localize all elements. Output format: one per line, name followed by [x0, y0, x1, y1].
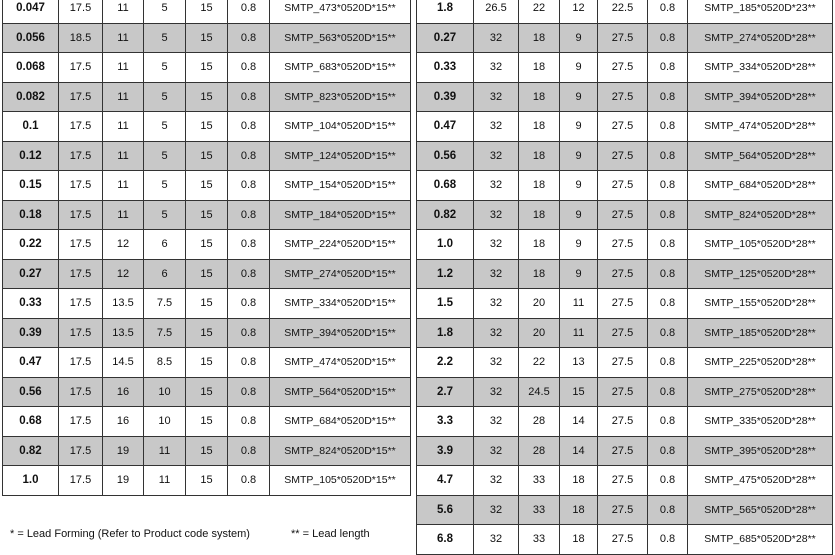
capacitance-cell: 0.56 [3, 377, 59, 407]
table-cell: 9 [560, 171, 598, 201]
table-cell: 26.5 [474, 0, 519, 23]
table-row [3, 436, 411, 466]
part-code-cell: SMTP_565*0520D*28** [688, 495, 833, 525]
capacitance-cell: 0.47 [417, 112, 474, 142]
table-row [3, 200, 411, 230]
table-cell: 0.8 [648, 230, 688, 260]
table-cell: 27.5 [598, 318, 648, 348]
table-cell: 11 [103, 82, 144, 112]
part-code-cell: SMTP_475*0520D*28** [688, 466, 833, 496]
table-cell: 32 [474, 495, 519, 525]
table-row [417, 171, 833, 201]
table-cell: 0.8 [648, 466, 688, 496]
table-cell: 6 [144, 259, 186, 289]
table-cell: 11 [560, 318, 598, 348]
table-cell: 32 [474, 23, 519, 53]
table-row [417, 348, 833, 378]
table-cell: 11 [103, 141, 144, 171]
table-cell: 0.8 [648, 407, 688, 437]
part-code-cell: SMTP_474*0520D*15** [270, 348, 411, 378]
table-row [417, 53, 833, 83]
table-cell: 32 [474, 82, 519, 112]
table-cell: 32 [474, 53, 519, 83]
table-cell: 0.8 [228, 0, 270, 23]
table-row [417, 318, 833, 348]
capacitance-cell: 0.33 [417, 53, 474, 83]
table-cell: 0.8 [228, 407, 270, 437]
table-cell: 0.8 [648, 495, 688, 525]
table-cell: 27.5 [598, 23, 648, 53]
table-cell: 9 [560, 259, 598, 289]
capacitance-cell: 1.2 [417, 259, 474, 289]
capacitance-cell: 0.82 [3, 436, 59, 466]
table-cell: 6 [144, 230, 186, 260]
table-cell: 18 [560, 495, 598, 525]
table-cell: 18 [519, 230, 560, 260]
capacitance-cell: 0.1 [3, 112, 59, 142]
part-code-cell: SMTP_473*0520D*15** [270, 0, 411, 23]
table-cell: 11 [103, 23, 144, 53]
part-code-cell: SMTP_274*0520D*15** [270, 259, 411, 289]
capacitance-cell: 0.068 [3, 53, 59, 83]
table-row [417, 289, 833, 319]
table-cell: 0.8 [228, 289, 270, 319]
table-cell: 12 [103, 259, 144, 289]
table-cell: 9 [560, 82, 598, 112]
table-cell: 15 [560, 377, 598, 407]
table-row [3, 112, 411, 142]
part-code-cell: SMTP_684*0520D*28** [688, 171, 833, 201]
table-cell: 18.5 [59, 23, 103, 53]
table-cell: 15 [186, 0, 228, 23]
table-cell: 11 [103, 171, 144, 201]
table-cell: 0.8 [648, 0, 688, 23]
table-cell: 17.5 [59, 436, 103, 466]
table-cell: 11 [144, 466, 186, 496]
part-code-cell: SMTP_823*0520D*15** [270, 82, 411, 112]
table-cell: 14.5 [103, 348, 144, 378]
table-cell: 0.8 [228, 82, 270, 112]
part-code-cell: SMTP_224*0520D*15** [270, 230, 411, 260]
table-row [3, 82, 411, 112]
table-cell: 15 [186, 53, 228, 83]
capacitance-cell: 0.56 [417, 141, 474, 171]
table-cell: 15 [186, 171, 228, 201]
table-cell: 0.8 [648, 23, 688, 53]
table-cell: 18 [519, 53, 560, 83]
capacitance-cell: 0.15 [3, 171, 59, 201]
table-cell: 18 [519, 23, 560, 53]
table-cell: 0.8 [228, 318, 270, 348]
capacitance-cell: 0.39 [417, 82, 474, 112]
part-code-cell: SMTP_564*0520D*28** [688, 141, 833, 171]
table-cell: 20 [519, 318, 560, 348]
capacitance-cell: 0.082 [3, 82, 59, 112]
table-row [417, 466, 833, 496]
table-cell: 0.8 [228, 53, 270, 83]
table-cell: 20 [519, 289, 560, 319]
table-cell: 18 [560, 525, 598, 555]
table-cell: 0.8 [648, 82, 688, 112]
table-cell: 11 [560, 289, 598, 319]
table-cell: 17.5 [59, 171, 103, 201]
part-code-cell: SMTP_225*0520D*28** [688, 348, 833, 378]
table-cell: 32 [474, 289, 519, 319]
table-row [3, 466, 411, 496]
table-cell: 0.8 [648, 318, 688, 348]
table-cell: 0.8 [228, 23, 270, 53]
table-cell: 18 [519, 112, 560, 142]
part-code-cell: SMTP_335*0520D*28** [688, 407, 833, 437]
capacitance-cell: 0.047 [3, 0, 59, 23]
table-cell: 0.8 [228, 230, 270, 260]
part-code-cell: SMTP_824*0520D*28** [688, 200, 833, 230]
table-cell: 0.8 [648, 289, 688, 319]
table-cell: 32 [474, 318, 519, 348]
footnote-lead-length: ** = Lead length [291, 528, 370, 540]
table-cell: 0.8 [648, 112, 688, 142]
table-cell: 0.8 [228, 141, 270, 171]
part-code-cell: SMTP_474*0520D*28** [688, 112, 833, 142]
table-cell: 22.5 [598, 0, 648, 23]
table-row [3, 171, 411, 201]
table-cell: 11 [144, 436, 186, 466]
table-cell: 0.8 [228, 466, 270, 496]
table-cell: 15 [186, 141, 228, 171]
table-cell: 17.5 [59, 82, 103, 112]
table-cell: 17.5 [59, 466, 103, 496]
table-cell: 11 [103, 112, 144, 142]
table-row [417, 141, 833, 171]
table-cell: 27.5 [598, 407, 648, 437]
part-code-cell: SMTP_155*0520D*28** [688, 289, 833, 319]
table-cell: 0.8 [648, 348, 688, 378]
capacitance-cell: 0.22 [3, 230, 59, 260]
table-cell: 15 [186, 230, 228, 260]
table-cell: 15 [186, 82, 228, 112]
table-cell: 24.5 [519, 377, 560, 407]
capacitance-cell: 3.3 [417, 407, 474, 437]
table-cell: 0.8 [648, 377, 688, 407]
table-cell: 18 [519, 82, 560, 112]
part-code-cell: SMTP_275*0520D*28** [688, 377, 833, 407]
table-cell: 27.5 [598, 436, 648, 466]
capacitance-cell: 5.6 [417, 495, 474, 525]
table-cell: 17.5 [59, 377, 103, 407]
table-row [3, 0, 411, 23]
part-code-cell: SMTP_394*0520D*15** [270, 318, 411, 348]
table-cell: 10 [144, 377, 186, 407]
table-cell: 5 [144, 171, 186, 201]
capacitance-cell: 0.68 [3, 407, 59, 437]
table-cell: 32 [474, 112, 519, 142]
table-row [3, 23, 411, 53]
part-code-cell: SMTP_124*0520D*15** [270, 141, 411, 171]
table-row [3, 377, 411, 407]
table-cell: 28 [519, 407, 560, 437]
part-code-cell: SMTP_125*0520D*28** [688, 259, 833, 289]
table-cell: 18 [519, 171, 560, 201]
table-cell: 15 [186, 259, 228, 289]
table-cell: 0.8 [648, 259, 688, 289]
table-cell: 27.5 [598, 525, 648, 555]
table-cell: 17.5 [59, 53, 103, 83]
footnote [10, 528, 370, 540]
capacitance-cell: 0.18 [3, 200, 59, 230]
table-row [417, 436, 833, 466]
table-cell: 15 [186, 200, 228, 230]
table-cell: 17.5 [59, 112, 103, 142]
table-cell: 14 [560, 436, 598, 466]
table-cell: 12 [103, 230, 144, 260]
table-cell: 27.5 [598, 53, 648, 83]
part-code-cell: SMTP_394*0520D*28** [688, 82, 833, 112]
capacitance-cell: 1.8 [417, 0, 474, 23]
part-code-cell: SMTP_683*0520D*15** [270, 53, 411, 83]
table-cell: 32 [474, 436, 519, 466]
part-code-cell: SMTP_684*0520D*15** [270, 407, 411, 437]
table-cell: 32 [474, 259, 519, 289]
table-cell: 19 [103, 436, 144, 466]
capacitance-cell: 0.82 [417, 200, 474, 230]
table-row [417, 82, 833, 112]
table-cell: 19 [103, 466, 144, 496]
table-row [3, 318, 411, 348]
part-code-cell: SMTP_105*0520D*15** [270, 466, 411, 496]
table-cell: 14 [560, 407, 598, 437]
table-row [417, 259, 833, 289]
table-cell: 27.5 [598, 171, 648, 201]
table-cell: 5 [144, 0, 186, 23]
table-cell: 15 [186, 377, 228, 407]
table-cell: 17.5 [59, 230, 103, 260]
table-cell: 17.5 [59, 0, 103, 23]
table-cell: 15 [186, 112, 228, 142]
table-cell: 27.5 [598, 289, 648, 319]
table-cell: 13.5 [103, 318, 144, 348]
capacitance-cell: 6.8 [417, 525, 474, 555]
table-row [417, 377, 833, 407]
table-cell: 17.5 [59, 318, 103, 348]
table-cell: 22 [519, 348, 560, 378]
table-cell: 13.5 [103, 289, 144, 319]
table-cell: 27.5 [598, 495, 648, 525]
table-cell: 0.8 [648, 171, 688, 201]
capacitance-cell: 4.7 [417, 466, 474, 496]
table-cell: 28 [519, 436, 560, 466]
table-cell: 0.8 [228, 171, 270, 201]
table-cell: 12 [560, 0, 598, 23]
table-cell: 5 [144, 82, 186, 112]
table-cell: 32 [474, 348, 519, 378]
table-cell: 7.5 [144, 318, 186, 348]
capacitor-spec-table-left [2, 0, 411, 496]
table-cell: 27.5 [598, 348, 648, 378]
capacitance-cell: 0.39 [3, 318, 59, 348]
table-cell: 15 [186, 348, 228, 378]
table-cell: 0.8 [648, 53, 688, 83]
table-cell: 17.5 [59, 348, 103, 378]
part-code-cell: SMTP_824*0520D*15** [270, 436, 411, 466]
part-code-cell: SMTP_334*0520D*15** [270, 289, 411, 319]
table-cell: 15 [186, 407, 228, 437]
capacitance-cell: 0.27 [3, 259, 59, 289]
table-cell: 27.5 [598, 259, 648, 289]
table-cell: 32 [474, 230, 519, 260]
footnote-lead-forming: * = Lead Forming (Refer to Product code system) [10, 528, 250, 540]
table-cell: 13 [560, 348, 598, 378]
table-cell: 5 [144, 141, 186, 171]
table-cell: 22 [519, 0, 560, 23]
table-cell: 11 [103, 53, 144, 83]
table-cell: 32 [474, 200, 519, 230]
table-row [3, 259, 411, 289]
table-row [417, 525, 833, 555]
table-cell: 15 [186, 436, 228, 466]
table-row [3, 407, 411, 437]
table-cell: 32 [474, 377, 519, 407]
capacitance-cell: 0.47 [3, 348, 59, 378]
table-cell: 17.5 [59, 289, 103, 319]
table-cell: 27.5 [598, 141, 648, 171]
capacitance-cell: 1.0 [417, 230, 474, 260]
table-cell: 9 [560, 53, 598, 83]
table-cell: 17.5 [59, 200, 103, 230]
table-cell: 11 [103, 0, 144, 23]
table-cell: 5 [144, 200, 186, 230]
table-cell: 0.8 [228, 348, 270, 378]
table-cell: 11 [103, 200, 144, 230]
table-cell: 33 [519, 525, 560, 555]
table-cell: 7.5 [144, 289, 186, 319]
table-cell: 9 [560, 230, 598, 260]
capacitance-cell: 1.0 [3, 466, 59, 496]
capacitance-cell: 2.2 [417, 348, 474, 378]
table-cell: 16 [103, 407, 144, 437]
table-cell: 32 [474, 466, 519, 496]
part-code-cell: SMTP_274*0520D*28** [688, 23, 833, 53]
part-code-cell: SMTP_334*0520D*28** [688, 53, 833, 83]
capacitor-spec-table-right [416, 0, 833, 555]
table-cell: 32 [474, 407, 519, 437]
table-cell: 27.5 [598, 82, 648, 112]
table-cell: 32 [474, 525, 519, 555]
part-code-cell: SMTP_105*0520D*28** [688, 230, 833, 260]
table-cell: 15 [186, 23, 228, 53]
table-cell: 18 [519, 259, 560, 289]
table-cell: 27.5 [598, 112, 648, 142]
table-cell: 15 [186, 289, 228, 319]
table-row [417, 230, 833, 260]
capacitance-cell: 0.33 [3, 289, 59, 319]
table-row [417, 23, 833, 53]
table-cell: 9 [560, 200, 598, 230]
part-code-cell: SMTP_154*0520D*15** [270, 171, 411, 201]
table-row [417, 112, 833, 142]
table-cell: 17.5 [59, 259, 103, 289]
table-row [417, 0, 833, 23]
table-row [3, 53, 411, 83]
table-cell: 8.5 [144, 348, 186, 378]
table-cell: 17.5 [59, 141, 103, 171]
capacitance-cell: 2.7 [417, 377, 474, 407]
capacitance-cell: 3.9 [417, 436, 474, 466]
table-cell: 16 [103, 377, 144, 407]
table-cell: 0.8 [228, 200, 270, 230]
part-code-cell: SMTP_395*0520D*28** [688, 436, 833, 466]
part-code-cell: SMTP_185*0520D*28** [688, 318, 833, 348]
table-cell: 0.8 [228, 436, 270, 466]
table-row [3, 348, 411, 378]
table-cell: 17.5 [59, 407, 103, 437]
table-row [3, 230, 411, 260]
table-cell: 0.8 [648, 525, 688, 555]
table-cell: 33 [519, 466, 560, 496]
table-row [417, 495, 833, 525]
table-row [3, 289, 411, 319]
capacitance-cell: 1.5 [417, 289, 474, 319]
part-code-cell: SMTP_184*0520D*15** [270, 200, 411, 230]
table-cell: 33 [519, 495, 560, 525]
table-cell: 18 [519, 200, 560, 230]
table-cell: 27.5 [598, 200, 648, 230]
table-cell: 15 [186, 318, 228, 348]
capacitance-cell: 0.68 [417, 171, 474, 201]
part-code-cell: SMTP_564*0520D*15** [270, 377, 411, 407]
part-code-cell: SMTP_685*0520D*28** [688, 525, 833, 555]
table-cell: 27.5 [598, 230, 648, 260]
table-row [417, 407, 833, 437]
table-row [417, 200, 833, 230]
part-code-cell: SMTP_104*0520D*15** [270, 112, 411, 142]
table-cell: 9 [560, 141, 598, 171]
part-code-cell: SMTP_563*0520D*15** [270, 23, 411, 53]
table-cell: 18 [560, 466, 598, 496]
capacitance-cell: 0.056 [3, 23, 59, 53]
table-cell: 0.8 [228, 112, 270, 142]
part-code-cell: SMTP_185*0520D*23** [688, 0, 833, 23]
table-cell: 15 [186, 466, 228, 496]
table-cell: 32 [474, 171, 519, 201]
table-cell: 0.8 [228, 259, 270, 289]
capacitance-cell: 1.8 [417, 318, 474, 348]
table-cell: 9 [560, 23, 598, 53]
table-cell: 5 [144, 53, 186, 83]
table-cell: 0.8 [648, 200, 688, 230]
table-cell: 0.8 [228, 377, 270, 407]
table-cell: 0.8 [648, 436, 688, 466]
table-row [3, 141, 411, 171]
table-cell: 18 [519, 141, 560, 171]
table-cell: 32 [474, 141, 519, 171]
table-cell: 5 [144, 112, 186, 142]
table-cell: 5 [144, 23, 186, 53]
table-cell: 0.8 [648, 141, 688, 171]
table-cell: 9 [560, 112, 598, 142]
capacitance-cell: 0.27 [417, 23, 474, 53]
table-cell: 27.5 [598, 466, 648, 496]
table-cell: 10 [144, 407, 186, 437]
capacitance-cell: 0.12 [3, 141, 59, 171]
table-cell: 27.5 [598, 377, 648, 407]
